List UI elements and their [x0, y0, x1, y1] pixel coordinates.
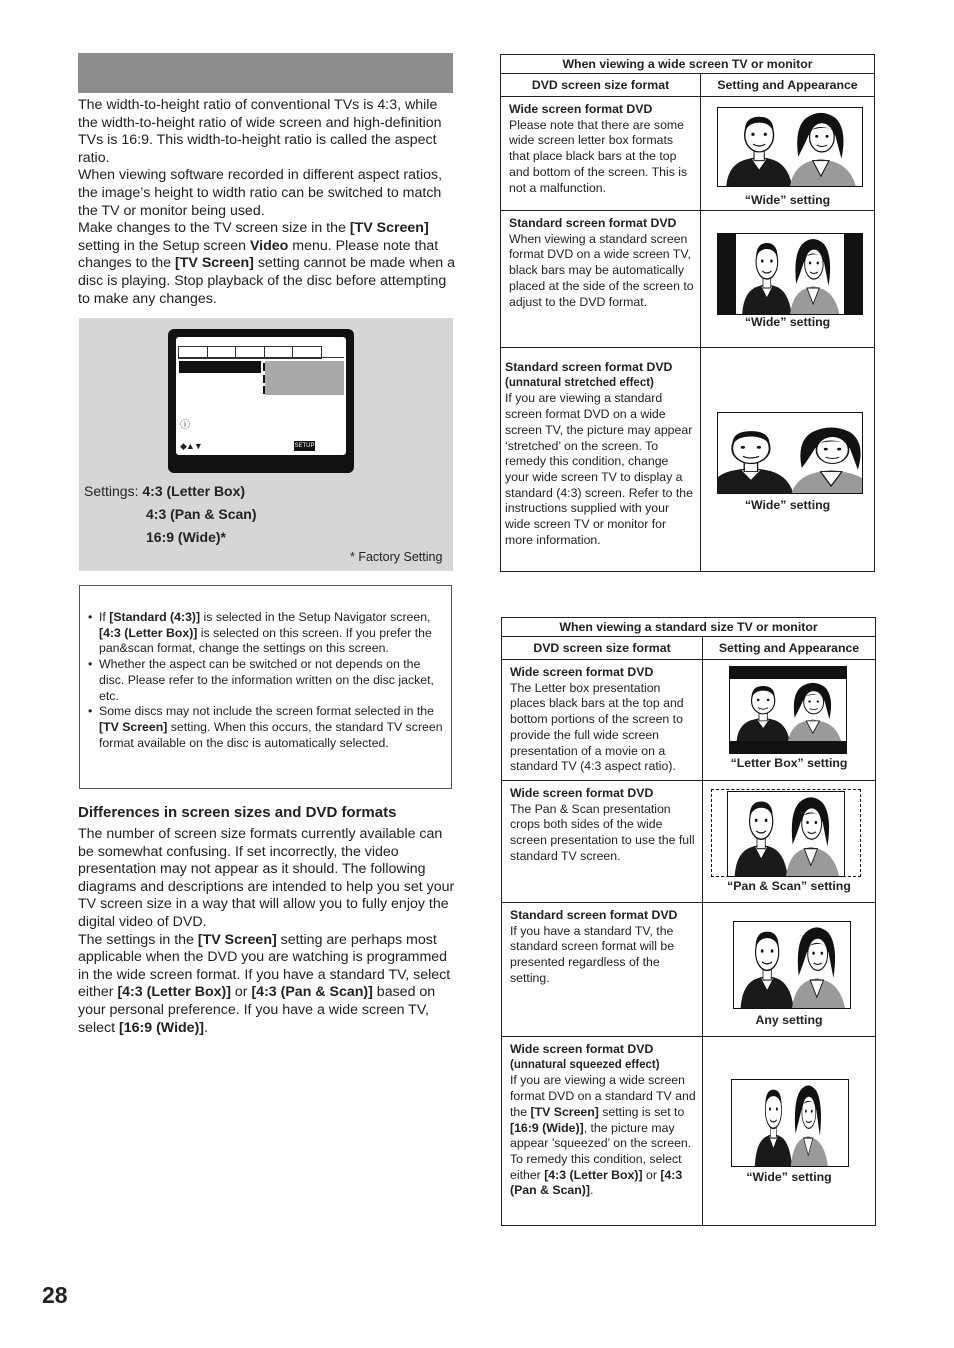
note-item: • Some discs may not include the screen format selected in the [TV Screen] setting. When this occurs, the standard TV screen format available on the disc is automatically selected. — [88, 704, 446, 751]
appearance-cell — [701, 348, 875, 572]
section-heading: Differences in screen sizes and DVD formats — [78, 804, 397, 821]
notes-list — [88, 610, 446, 751]
table-caption: When viewing a standard size TV or monitor — [502, 618, 876, 637]
stretched-illustration — [717, 412, 863, 494]
setting-label: “Pan & Scan” setting — [727, 879, 851, 893]
menu-options — [265, 361, 344, 395]
appearance-cell — [703, 660, 876, 781]
column-header: Setting and Appearance — [703, 637, 876, 660]
note-item: • Whether the aspect can be switched or not depends on the disc. Please refer to the information written on the disc jacket, etc. — [88, 657, 446, 704]
pan-scan-illustration — [727, 791, 845, 877]
format-description: Wide screen format DVD (unnatural squeezed effect) If you are viewing a wide screen format DVD on a standard TV and the [TV Screen] setting is set to [16:9 (Wide)], the picture may appear ’squeezed’ on the screen. To remedy this condition, select either [4:3 (Letter Box)] or [4:3 (Pan & Scan)]. — [502, 1037, 703, 1226]
format-description: Wide screen format DVD The Letter box presentation places black bars at the top and bottom portions of the screen to provide the full wide screen presentation of a movie on a standard TV (4:3 aspect ratio). — [502, 660, 703, 781]
setting-label: “Letter Box” setting — [730, 756, 848, 770]
settings-option: 16:9 (Wide)* — [146, 529, 227, 545]
column-header: DVD screen size format — [501, 74, 701, 97]
menu-divider — [178, 357, 344, 358]
setting-label: “Wide” setting — [746, 1170, 832, 1184]
settings-option: 4:3 (Letter Box) — [142, 483, 246, 499]
intro-text — [78, 97, 456, 308]
squeezed-illustration — [731, 1079, 849, 1167]
settings-label: Settings: — [84, 483, 143, 499]
pillarbox-illustration — [717, 233, 863, 315]
option-marker — [263, 363, 265, 371]
section-p1: The number of screen size formats currently available can be somewhat confusing. If set incorrectly, the video presentation may not appear as it should. The following diagrams and descriptions are intended to help you set your TV screen size in a way that will allow you to fully enjoy the digital video of DVD. — [78, 826, 455, 930]
column-header: DVD screen size format — [502, 637, 703, 660]
menu-selected-item — [179, 361, 261, 373]
appearance-cell — [701, 211, 875, 348]
setup-tag: SETUP — [294, 443, 315, 449]
table-caption: When viewing a wide screen TV or monitor — [501, 55, 875, 74]
page-number: 28 — [42, 1282, 68, 1308]
setting-label: “Wide” setting — [744, 315, 831, 329]
column-header: Setting and Appearance — [701, 74, 875, 97]
format-description: Standard screen format DVD If you have a standard TV, the standard screen format will be presented regardless of the setting. — [502, 903, 703, 1037]
settings-option: 4:3 (Pan & Scan) — [146, 506, 257, 522]
intro-p1: The width-to-height ratio of conventional TVs is 4:3, while the width-to-height ratio of wide screen and high-definition TVs is 16:9. This width-to-height ratio is called the aspect ratio. — [78, 97, 442, 166]
format-description: Standard screen format DVD When viewing a standard screen format DVD on a wide screen TV, black bars may be automatically placed at the side of the screen to adjust to the DVD format. — [501, 211, 701, 348]
intro-p3: Make changes to the TV screen size in the [TV Screen] setting in the Setup screen Video menu. Please note that changes to the [TV Screen] setting cannot be made when a disc is playing. Stop playback of the disc before attempting to make any changes. — [78, 220, 456, 307]
option-marker — [263, 375, 265, 383]
section-header-bar — [78, 53, 453, 93]
info-icon: ⓘ — [180, 420, 190, 431]
format-description: Standard screen format DVD (unnatural stretched effect) If you are viewing a standard screen format DVD on a wide screen TV, the picture may appear ‘stretched’ on the screen. To remedy this condition, change your wide screen TV to display a standard (4:3) screen. Refer to the instructions supplied with your wide screen TV or monitor for more information. — [501, 348, 701, 572]
format-description: Wide screen format DVD Please note that there are some wide screen letter box formats that place black bars at the top and bottom of the screen. This is not a malfunction. — [501, 97, 701, 211]
section-p2: The settings in the [TV Screen] setting are perhaps most applicable when the DVD you are watching is programmed in the wide screen format. If you have a standard TV, select either [4:3 (Letter Box)] or [4:3 (Pan & Scan)] based on your personal preference. If you have a wide screen TV, select [16:9 (Wide)]. — [78, 931, 451, 1036]
appearance-cell — [703, 1037, 876, 1226]
appearance-cell — [703, 903, 876, 1037]
appearance-cell — [703, 781, 876, 903]
arrows-icon: ◆▲▼ — [180, 441, 202, 451]
letterbox-illustration — [729, 666, 847, 754]
setting-label: “Wide” setting — [744, 193, 831, 207]
couple-illustration — [717, 107, 863, 187]
option-marker — [263, 386, 265, 394]
wide-tv-table — [500, 54, 875, 572]
standard-illustration — [733, 921, 851, 1009]
setting-label: Any setting — [755, 1013, 823, 1027]
factory-note: * Factory Setting — [350, 550, 443, 564]
settings-list — [84, 480, 256, 549]
intro-p2: When viewing software recorded in different aspect ratios, the image’s height to width ratio can be switched to match the TV or monitor being used. — [78, 167, 443, 219]
standard-tv-table — [501, 617, 876, 1226]
format-description: Wide screen format DVD The Pan & Scan presentation crops both sides of the wide screen presentation to use the full standard TV screen. — [502, 781, 703, 903]
setting-label: “Wide” setting — [744, 498, 831, 512]
note-item: • If [Standard (4:3)] is selected in the Setup Navigator screen, [4:3 (Letter Box)] is selected on this screen. If you prefer the pan&scan format, change the settings on this screen. — [88, 610, 446, 657]
section-body — [78, 826, 456, 1037]
appearance-cell — [701, 97, 875, 211]
